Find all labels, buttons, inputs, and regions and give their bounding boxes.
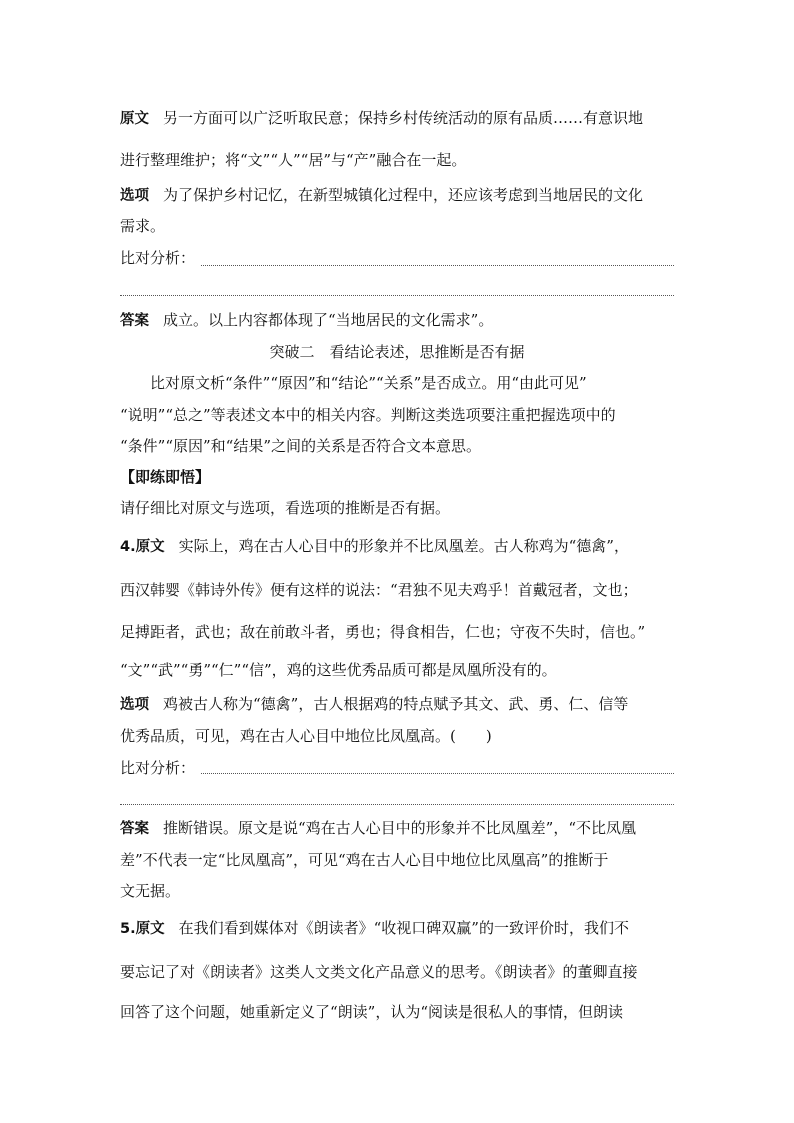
original-text: 另一方面可以广泛听取民意；保持乡村传统活动的原有品质……有意识地 [163,109,644,127]
original-text-line [120,108,680,129]
answer-blank-line [120,295,674,296]
q4-answer-label: 答案 [120,821,149,837]
original-label: 原文 [120,111,149,127]
answer-label: 答案 [120,313,149,329]
section-title: 突破二 看结论表述，思推断是否有据 [269,343,525,361]
answer-line [120,310,680,331]
intro-paragraph-line: 比对原文析“条件”“原因”和“结论”“关系”是否成立。用“由此可见” [150,374,587,392]
q5-original-line [120,918,680,939]
original-text-line: 进行整理维护；将“文”“人”“居”与“产”融合在一起。 [120,151,467,169]
analysis-label: 比对分析： [120,249,196,267]
q4-answer-line: 文无据。 [120,882,181,900]
intro-paragraph-line: “条件”“原因”和“结果”之间的关系是否符合文本意思。 [120,437,482,455]
q4-original-line [120,536,680,557]
q4-original-line: 西汉韩婴《韩诗外传》便有这样的说法：“君独不见夫鸡乎！首戴冠者，文也； [120,581,638,599]
q4-answer-text: 推断错误。原文是说“鸡在古人心目中的形象并不比凤凰差”，“不比凤凰 [163,819,637,837]
option-line [120,185,680,206]
option-line: 需求。 [120,217,166,235]
answer-blank-line [201,265,674,266]
option-label: 选项 [120,188,149,204]
q4-original-text: 实际上，鸡在古人心目中的形象并不比凤凰差。古人称鸡为“德禽”， [178,537,629,555]
q4-answer-line [120,818,680,839]
q4-label: 4.原文 [120,539,165,555]
q5-label: 5.原文 [120,921,165,937]
practice-instruction: 请仔细比对原文与选项，看选项的推断是否有据。 [120,499,451,517]
q4-option-label: 选项 [120,697,149,713]
q5-original-line: 要忘记了对《朗读者》这类人文类文化产品意义的思考。《朗读者》的董卿直接 [120,963,638,981]
q4-option-text: 鸡被古人称为“德禽”，古人根据鸡的特点赋予其文、武、勇、仁、信等 [163,695,629,713]
intro-paragraph-line: “说明”“总之”等表述文本中的相关内容。判断这类选项要注重把握选项中的 [120,406,616,424]
q5-original-text: 在我们看到媒体对《朗读者》“收视口碑双赢”的一致评价时，我们不 [178,919,629,937]
q4-option-line: 优秀品质，可见，鸡在古人心目中地位比凤凰高。( ) [120,727,492,745]
answer-text: 成立。以上内容都体现了“当地居民的文化需求”。 [163,311,494,329]
analysis-label: 比对分析： [120,759,196,777]
option-text: 为了保护乡村记忆，在新型城镇化过程中，还应该考虑到当地居民的文化 [163,186,644,204]
q4-original-line: “文”“武”“勇”“仁”“信”，鸡的这些优秀品质可都是凤凰所没有的。 [120,661,557,679]
answer-blank-line [120,804,674,805]
answer-blank-line [201,773,674,774]
q4-option-line [120,694,680,715]
q5-original-line: 回答了这个问题，她重新定义了“朗读”，认为“阅读是很私人的事情，但朗读 [120,1003,624,1021]
q4-original-line: 足搏距者，武也；敌在前敢斗者，勇也；得食相告，仁也；守夜不失时，信也。” [120,623,646,641]
practice-heading: 【即练即悟】 [120,468,211,486]
q4-answer-line: 差”不代表一定“比凤凰高”，可见“鸡在古人心目中地位比凤凰高”的推断于 [120,851,609,869]
